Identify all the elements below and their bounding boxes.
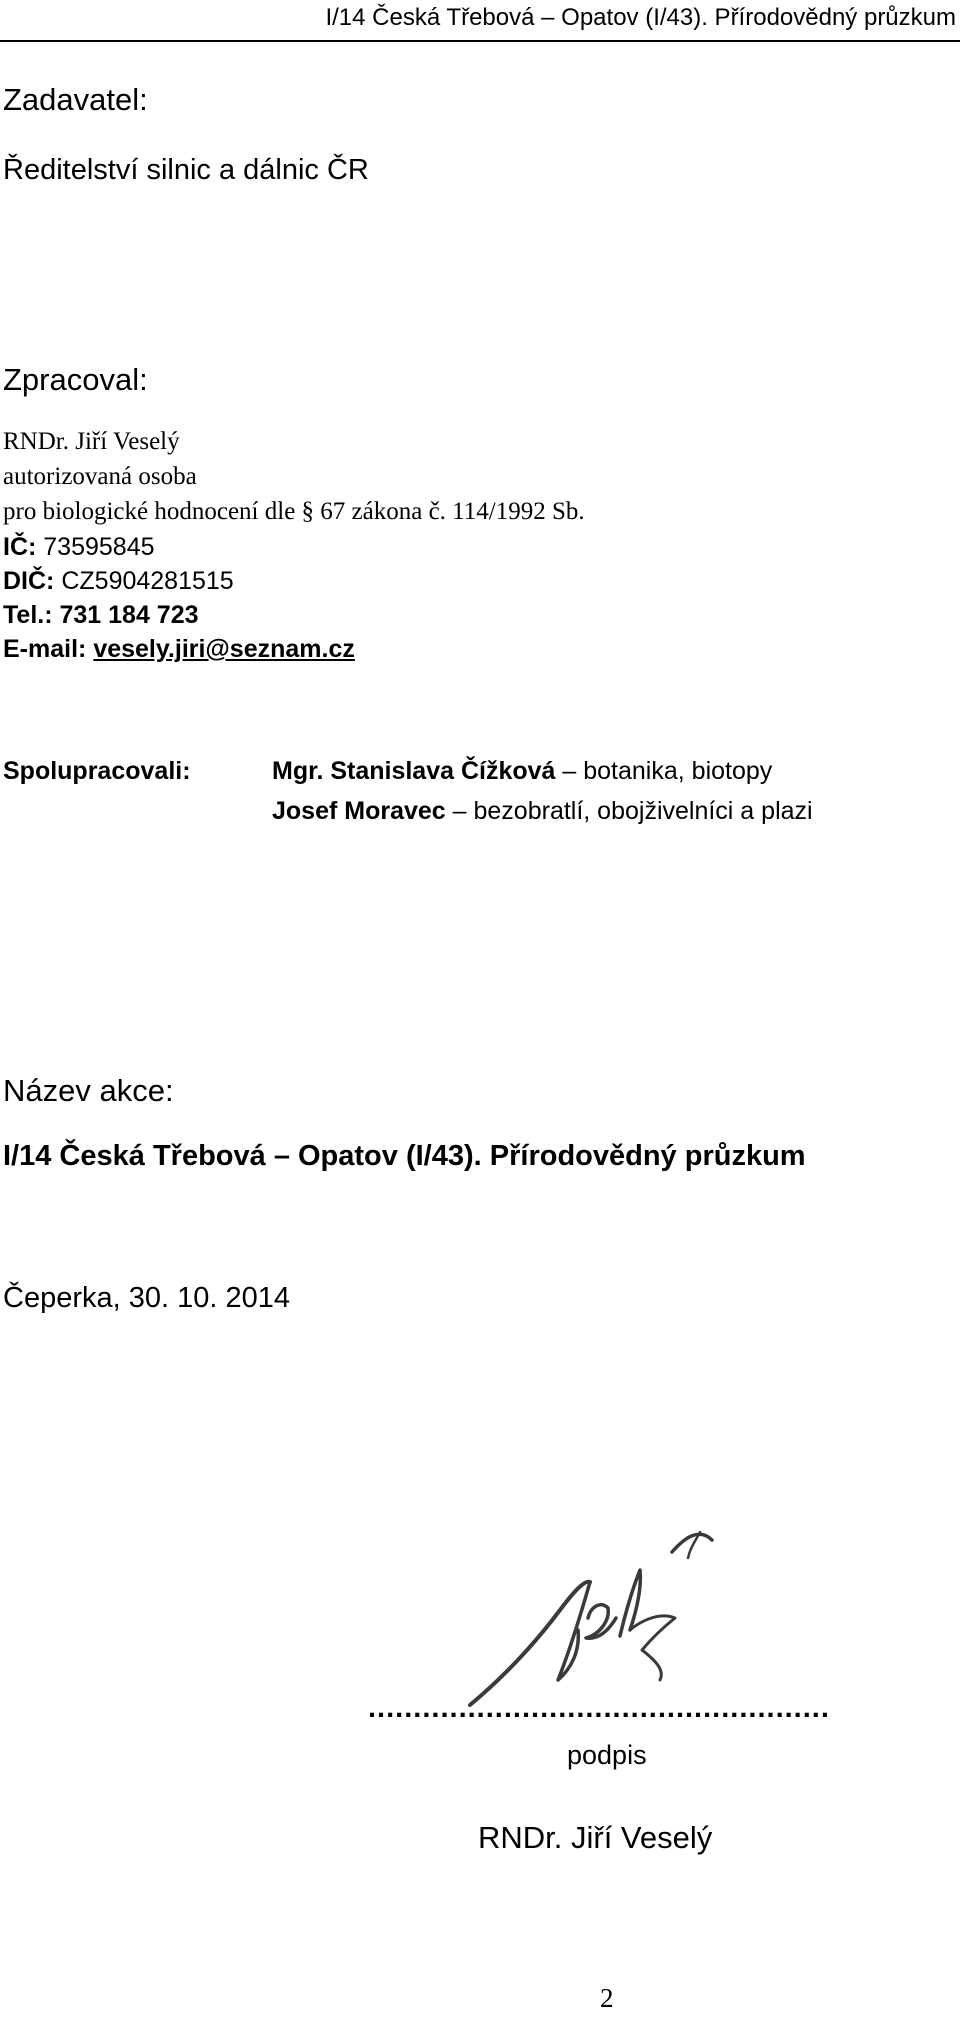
processor-scope: pro biologické hodnocení dle § 67 zákona č. 114/1992 Sb. (3, 498, 585, 525)
collaborators-label: Spolupracovali: (3, 757, 191, 785)
handwritten-signature (460, 1500, 780, 1720)
ic-value: 73595845 (36, 533, 155, 561)
email-label: E-mail: (3, 635, 87, 663)
signature-label: podpis (567, 1740, 647, 1770)
collaborator-name: Mgr. Stanislava Čížková (272, 757, 556, 785)
processor-name: RNDr. Jiří Veselý (3, 428, 180, 455)
collaborator-separator: – (445, 797, 474, 825)
processor-dic (3, 567, 234, 596)
client-name: Ředitelství silnic a dálnic ČR (3, 154, 369, 186)
page-number: 2 (600, 1983, 614, 2013)
collaborator-separator: – (555, 757, 584, 785)
processor-heading: Zpracoval: (3, 362, 148, 397)
processor-tel (3, 601, 199, 630)
header-rule (0, 40, 960, 42)
tel-label: Tel.: (3, 601, 53, 629)
collaborator-item (272, 757, 772, 786)
collaborator-item (272, 797, 813, 826)
signature-dotted-line: ................................................... (368, 1692, 830, 1724)
ic-label: IČ: (3, 533, 37, 561)
collaborator-role: botanika, biotopy (583, 757, 773, 785)
dic-value: CZ5904281515 (54, 567, 234, 595)
action-name: I/14 Česká Třebová – Opatov (I/43). Přírodovědný průzkum (3, 1140, 806, 1172)
processor-authorization: autorizovaná osoba (3, 463, 197, 490)
collaborator-role: bezobratlí, obojživelníci a plazi (473, 797, 813, 825)
processor-email (3, 635, 355, 664)
client-heading: Zadavatel: (3, 82, 148, 117)
action-heading: Název akce: (3, 1073, 174, 1108)
signature-name: RNDr. Jiří Veselý (478, 1820, 713, 1855)
tel-value: 731 184 723 (52, 601, 199, 629)
email-link[interactable]: vesely.jiri@seznam.cz (93, 635, 355, 663)
running-header: I/14 Česká Třebová – Opatov (I/43). Přírodovědný průzkum (325, 4, 956, 31)
place-date: Čeperka, 30. 10. 2014 (3, 1282, 290, 1314)
processor-ic (3, 533, 155, 562)
dic-label: DIČ: (3, 567, 55, 595)
collaborator-name: Josef Moravec (272, 797, 446, 825)
